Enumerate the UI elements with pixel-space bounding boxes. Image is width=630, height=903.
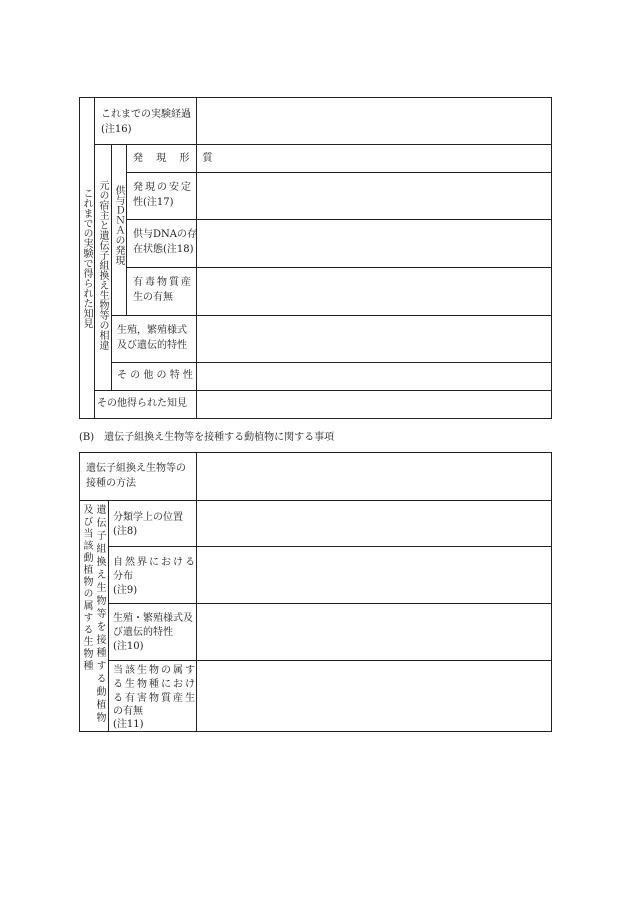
table-a-row-divider bbox=[94, 390, 552, 391]
table-b-left-vertical-header: 及び当該動植物の属する生物種 bbox=[81, 504, 92, 672]
row-method-label-2: 接種の方法 bbox=[86, 478, 136, 489]
row-taxonomy-label: 分類学上の位置 bbox=[113, 512, 183, 523]
row-reproduction-label: 生殖，繁殖様式 bbox=[117, 325, 187, 336]
table-a-inner-vertical-header: 供与ＤＮＡの発現 bbox=[113, 185, 124, 265]
row-reproduction-label-2: 及び遺伝的特性 bbox=[117, 340, 187, 351]
row-distribution-note: (注9) bbox=[113, 585, 138, 596]
row-other-traits-label: そ の 他 の 特 性 bbox=[117, 370, 193, 381]
table-a-middle-vertical-header: 元の宿主と遺伝子組換え生物等の相違 bbox=[97, 180, 108, 350]
row-stability-note: 性(注17) bbox=[133, 197, 174, 208]
table-b-col-divider-label bbox=[108, 500, 109, 732]
row-reproduction-b-label: 生殖・繁殖様式及 bbox=[113, 613, 193, 624]
row-harmful-label-3: る有害物質産生 bbox=[113, 693, 197, 704]
row-experiment-note: (注16) bbox=[101, 124, 132, 135]
row-harmful-label-2: る生物種におけ bbox=[113, 679, 197, 690]
table-a-col-divider-value bbox=[196, 97, 197, 419]
row-reproduction-b-note: (注10) bbox=[113, 641, 144, 652]
row-method-label: 遺伝子組換え生物等の bbox=[86, 463, 186, 474]
table-a-col-divider-inner bbox=[126, 144, 127, 315]
row-phenotype-label: 発 現 形 質 bbox=[133, 153, 218, 164]
table-b-row-divider bbox=[79, 500, 552, 501]
row-taxonomy-note: (注8) bbox=[113, 526, 138, 537]
table-a-row-divider bbox=[94, 144, 552, 145]
row-harmful-label-4: の有無 bbox=[113, 706, 143, 717]
row-harmful-note: (注11) bbox=[113, 719, 144, 730]
row-reproduction-b-label-2: び遺伝的特性 bbox=[113, 627, 173, 638]
table-b-row-divider bbox=[108, 546, 552, 547]
table-b-right-vertical-header: 遺伝子組換え生物等を接種する動植物 bbox=[94, 504, 105, 725]
table-a-col-divider-outer bbox=[94, 97, 95, 419]
table-a-row-divider bbox=[126, 172, 552, 173]
row-experiment-label: これまでの実験経過 bbox=[101, 109, 191, 120]
table-a-col-divider-middle bbox=[111, 144, 112, 390]
row-toxic-label-2: 生の有無 bbox=[133, 292, 173, 303]
section-b-heading: (B) 遺伝子組換え生物等を接種する動植物に関する事項 bbox=[79, 432, 335, 443]
row-stability-label: 発現の安定 bbox=[133, 182, 193, 193]
table-b-row-divider bbox=[108, 603, 552, 604]
table-b-row-divider bbox=[108, 660, 552, 661]
table-a-outer-vertical-header: これまでの実験で得られた知見 bbox=[81, 188, 92, 328]
row-distribution-label: 自然界における bbox=[113, 557, 197, 568]
table-a-row-divider bbox=[126, 219, 552, 220]
table-a-row-divider bbox=[111, 362, 552, 363]
row-toxic-label: 有毒物質産 bbox=[133, 277, 193, 288]
row-distribution-label-2: 分布 bbox=[113, 571, 133, 582]
table-a-row-divider bbox=[111, 315, 552, 316]
row-harmful-label: 当該生物の属す bbox=[113, 665, 197, 676]
table-a-row-divider bbox=[126, 267, 552, 268]
row-dna-state-label: 供与DNAの存 bbox=[133, 229, 197, 240]
row-dna-state-note: 在状態(注18) bbox=[133, 244, 194, 255]
row-other-findings-label: その他得られた知見 bbox=[97, 398, 187, 409]
